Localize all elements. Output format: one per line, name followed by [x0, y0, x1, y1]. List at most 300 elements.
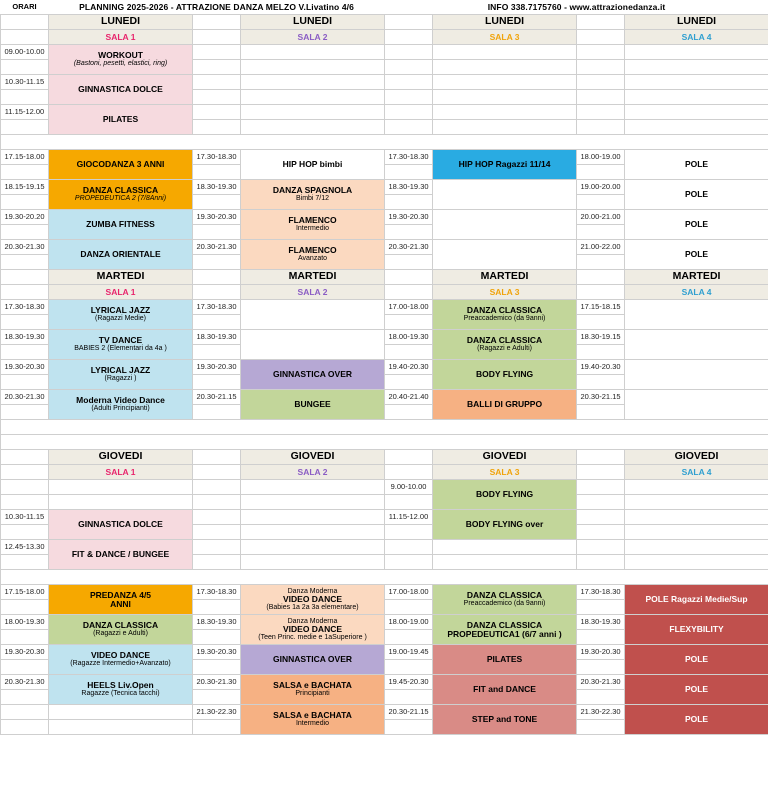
day-lunedi-4: LUNEDI: [625, 15, 768, 30]
empty-cell: [625, 540, 768, 555]
time-cell: 10.30-11.15: [1, 510, 49, 525]
empty-cell: [385, 45, 433, 60]
planning-title: PLANNING 2025-2026 - ATTRAZIONE DANZA MELZO V.Livatino 4/6: [49, 0, 385, 15]
room-sala4-lunedi: SALA 4: [625, 30, 768, 45]
empty-cell: [577, 465, 625, 480]
time-cell: 19.30-20.30: [193, 645, 241, 660]
time-cell: 17.30-18.30: [577, 585, 625, 600]
time-cell: [1, 600, 49, 615]
time-cell: 20.00-21.00: [577, 210, 625, 225]
time-cell: 20.30-21.30: [1, 675, 49, 690]
class-cell: [433, 510, 577, 540]
empty-cell: [1, 465, 49, 480]
time-cell: [385, 720, 433, 735]
class-name: DANZA CLASSICA: [466, 335, 543, 346]
empty-cell: [193, 450, 241, 465]
class-name: PILATES: [486, 654, 523, 665]
table-row: [1, 105, 768, 120]
class-cell: [241, 210, 385, 240]
class-cell: [49, 180, 193, 210]
class-name: POLE: [684, 159, 709, 170]
class-cell: [49, 615, 193, 645]
lunedi-day-header: [1, 15, 768, 30]
class-cell: [625, 390, 768, 420]
class-name: GINNASTICA DOLCE: [78, 84, 163, 95]
time-cell: [193, 315, 241, 330]
time-cell: [1, 225, 49, 240]
martedi-room-header: [1, 285, 768, 300]
table-row: [1, 615, 768, 630]
empty-cell: [577, 120, 625, 135]
class-cell: [433, 585, 577, 615]
row-spacer: [1, 420, 768, 435]
class-name: DANZA CLASSICA: [466, 305, 543, 316]
time-cell: 19.30-20.30: [193, 360, 241, 375]
time-cell: [385, 690, 433, 705]
class-cell: [49, 240, 193, 270]
room-sala1-giovedi: SALA 1: [49, 465, 193, 480]
class-cell: [241, 585, 385, 615]
time-cell: 18.00-19.00: [385, 615, 433, 630]
empty-cell: [193, 75, 241, 90]
time-cell: [577, 690, 625, 705]
time-cell: 19.40-20.30: [385, 360, 433, 375]
empty-cell: [385, 75, 433, 90]
time-cell: [193, 225, 241, 240]
time-cell: 17.30-18.30: [193, 300, 241, 315]
spacer-cell: [1, 435, 768, 450]
time-cell: 20.30-21.15: [577, 390, 625, 405]
empty-cell: [577, 270, 625, 285]
class-cell: [49, 210, 193, 240]
time-cell: [385, 405, 433, 420]
giovedi-room-header: [1, 465, 768, 480]
class-name: GIOCODANZA 3 ANNI: [76, 159, 165, 170]
class-name: FIT and DANCE: [473, 684, 536, 695]
time-cell: [385, 630, 433, 645]
table-row: [1, 330, 768, 345]
class-name: LYRICAL JAZZ: [90, 365, 151, 376]
empty-cell: [625, 525, 768, 540]
class-cell: [433, 675, 577, 705]
table-row: [1, 390, 768, 405]
empty-cell: [193, 45, 241, 60]
class-name: BODY FLYING: [475, 489, 534, 500]
empty-cell: [241, 60, 385, 75]
empty-cell: [625, 480, 768, 495]
class-name: FLAMENCO: [288, 215, 337, 226]
empty-cell: [385, 105, 433, 120]
class-sub: (Ragazzi Medie): [95, 315, 146, 323]
empty-cell: [577, 540, 625, 555]
class-name: FIT & DANCE / BUNGEE: [71, 549, 170, 560]
time-cell: 20.30-21.30: [193, 675, 241, 690]
time-cell: 18.30-19.30: [193, 180, 241, 195]
time-cell: 19.30-20.30: [193, 210, 241, 225]
giovedi-day-header: [1, 450, 768, 465]
time-cell: 18.00-19.30: [385, 330, 433, 345]
class-cell: [49, 45, 193, 75]
class-cell: [241, 180, 385, 210]
time-cell: [577, 600, 625, 615]
empty-cell: [577, 30, 625, 45]
day-giovedi-4: GIOVEDI: [625, 450, 768, 465]
class-sub: Preaccademico (da 9anni): [463, 600, 546, 608]
class-cell: [433, 360, 577, 390]
empty-cell: [241, 555, 385, 570]
class-cell: [241, 645, 385, 675]
class-sub: Preaccademico (da 9anni): [463, 315, 546, 323]
day-giovedi-2: GIOVEDI: [241, 450, 385, 465]
class-sub: (Ragazze Intermedio+Avanzato): [70, 660, 171, 668]
class-sub: Bimbi 7/12: [295, 195, 330, 203]
class-cell: [49, 300, 193, 330]
time-cell: 17.15-18.00: [1, 150, 49, 165]
class-cell: [241, 615, 385, 645]
class-cell: [625, 615, 768, 645]
time-cell: 17.30-18.30: [193, 150, 241, 165]
time-cell: 18.30-19.30: [1, 330, 49, 345]
empty-cell: [625, 495, 768, 510]
empty-cell: [625, 555, 768, 570]
time-cell: [1, 120, 49, 135]
class-cell: [241, 330, 385, 360]
empty-cell: [577, 285, 625, 300]
time-cell: 19.00-19.45: [385, 645, 433, 660]
class-name: VIDEO DANCE: [90, 650, 151, 661]
class-name: HIP HOP bimbi: [282, 159, 343, 170]
time-cell: [385, 255, 433, 270]
time-cell: [193, 375, 241, 390]
class-sub: (Adulti Principianti): [91, 405, 150, 413]
table-row: [1, 360, 768, 375]
class-cell: [49, 105, 193, 135]
time-cell: [385, 345, 433, 360]
time-cell: 09.00-10.00: [1, 45, 49, 60]
time-cell: [1, 345, 49, 360]
empty-cell: [577, 75, 625, 90]
day-lunedi-3: LUNEDI: [433, 15, 577, 30]
class-sub: Principianti: [295, 690, 330, 698]
class-name: FLAMENCO: [288, 245, 337, 256]
table-row: [1, 705, 768, 720]
class-sub: (Ragazzi e Adulti): [93, 630, 148, 638]
time-cell: 20.30-21.15: [193, 390, 241, 405]
time-cell: [385, 660, 433, 675]
time-cell: 17.30-18.30: [385, 150, 433, 165]
class-cell: [241, 300, 385, 330]
empty-cell: [385, 555, 433, 570]
class-name: PREDANZA 4/5: [89, 589, 152, 600]
class-cell: [625, 360, 768, 390]
table-row: [1, 150, 768, 165]
class-name: DANZA ORIENTALE: [80, 249, 161, 260]
empty-cell: [1, 15, 49, 30]
day-martedi-2: MARTEDI: [241, 270, 385, 285]
empty-cell: [193, 105, 241, 120]
table-row: [1, 510, 768, 525]
empty-cell: [625, 510, 768, 525]
empty-cell: [577, 555, 625, 570]
empty-cell: [193, 480, 241, 495]
class-name: HIP HOP Ragazzi 11/14: [458, 159, 551, 170]
class-name: WORKOUT: [98, 50, 143, 61]
table-row: [1, 240, 768, 255]
room-sala4-giovedi: SALA 4: [625, 465, 768, 480]
empty-cell: [241, 540, 385, 555]
time-cell: [1, 630, 49, 645]
class-name: DANZA CLASSICA: [82, 185, 159, 196]
table-row: [1, 180, 768, 195]
time-cell: 19.40-20.30: [577, 360, 625, 375]
time-cell: [1, 90, 49, 105]
time-cell: 18.30-19.30: [193, 330, 241, 345]
empty-cell: [241, 480, 385, 495]
class-cell: [433, 480, 577, 510]
empty-cell: [433, 45, 577, 60]
time-cell: [193, 660, 241, 675]
time-cell: 18.15-19.15: [1, 180, 49, 195]
time-cell: [1, 690, 49, 705]
time-cell: [1, 480, 49, 495]
empty-cell: [625, 120, 768, 135]
room-sala2-giovedi: SALA 2: [241, 465, 385, 480]
time-cell: 11.15-12.00: [385, 510, 433, 525]
class-cell: [241, 150, 385, 180]
empty-cell: [625, 45, 768, 60]
empty-cell: [385, 540, 433, 555]
lunedi-room-header: [1, 30, 768, 45]
class-sub: Intermedio: [295, 225, 330, 233]
orari-label: ORARI: [1, 0, 49, 15]
time-cell: 19.30-20.30: [1, 645, 49, 660]
time-cell: 19.45-20.30: [385, 675, 433, 690]
time-cell: 20.30-21.30: [1, 390, 49, 405]
class-name: GINNASTICA OVER: [273, 654, 353, 665]
empty-cell: [433, 90, 577, 105]
class-cell: [433, 390, 577, 420]
class-name: DANZA CLASSICA: [82, 620, 159, 631]
class-name: VIDEO DANCE: [282, 594, 343, 605]
time-cell: [1, 255, 49, 270]
time-cell: 18.00-19.00: [577, 150, 625, 165]
time-cell: [385, 525, 433, 540]
empty-cell: [193, 270, 241, 285]
time-cell: 20.40-21.40: [385, 390, 433, 405]
class-cell: [625, 705, 768, 735]
time-cell: [1, 165, 49, 180]
room-sala2-lunedi: SALA 2: [241, 30, 385, 45]
empty-cell: [625, 105, 768, 120]
class-cell: [49, 330, 193, 360]
class-name: POLE: [684, 684, 709, 695]
class-cell: [433, 645, 577, 675]
time-cell: 19.30-20.20: [1, 210, 49, 225]
class-cell: [241, 240, 385, 270]
class-name: GINNASTICA OVER: [273, 369, 353, 380]
class-sub-top: Danza Moderna: [287, 587, 338, 595]
spacer-cell: [1, 420, 768, 435]
empty-cell: [241, 90, 385, 105]
room-sala3-lunedi: SALA 3: [433, 30, 577, 45]
class-name: TV DANCE: [98, 335, 143, 346]
time-cell: 17.15-18.15: [577, 300, 625, 315]
empty-cell: [625, 90, 768, 105]
time-cell: [577, 375, 625, 390]
empty-cell: [241, 525, 385, 540]
time-cell: 18.30-19.15: [577, 330, 625, 345]
time-cell: [1, 405, 49, 420]
class-cell: [49, 645, 193, 675]
empty-cell: [433, 75, 577, 90]
class-name: POLE: [684, 189, 709, 200]
class-cell: [625, 645, 768, 675]
time-cell: [577, 315, 625, 330]
day-lunedi-2: LUNEDI: [241, 15, 385, 30]
class-sub: (Ragazzi e Adulti): [477, 345, 532, 353]
class-sub: Avanzato: [297, 255, 328, 263]
empty-cell: [433, 120, 577, 135]
class-cell: [625, 150, 768, 180]
empty-cell: [577, 525, 625, 540]
class-name: DANZA SPAGNOLA: [272, 185, 353, 196]
table-row: [1, 300, 768, 315]
time-cell: 21.00-22.00: [577, 240, 625, 255]
table-row: [1, 585, 768, 600]
table-row: [1, 645, 768, 660]
empty-cell: [49, 720, 193, 735]
class-cell: [49, 75, 193, 105]
table-row: [1, 480, 768, 495]
time-cell: 17.30-18.30: [193, 585, 241, 600]
time-cell: [1, 195, 49, 210]
day-giovedi-3: GIOVEDI: [433, 450, 577, 465]
empty-cell: [385, 120, 433, 135]
class-name: LYRICAL JAZZ: [90, 305, 151, 316]
room-sala2-martedi: SALA 2: [241, 285, 385, 300]
class-name: DANZA CLASSICA: [466, 619, 543, 630]
class-sub: PROPEDEUTICA1 (6/7 anni ): [447, 628, 562, 639]
empty-cell: [193, 90, 241, 105]
empty-cell: [193, 540, 241, 555]
empty-cell: [241, 510, 385, 525]
time-cell: [385, 165, 433, 180]
time-cell: [577, 255, 625, 270]
time-cell: [1, 375, 49, 390]
class-cell: [241, 360, 385, 390]
time-cell: [193, 690, 241, 705]
row-spacer: [1, 135, 768, 150]
time-cell: [1, 525, 49, 540]
class-cell: [625, 180, 768, 210]
time-cell: [1, 555, 49, 570]
empty-cell: [49, 480, 193, 495]
class-name: SALSA e BACHATA: [273, 710, 352, 721]
time-cell: 17.30-18.30: [1, 300, 49, 315]
time-cell: [1, 705, 49, 720]
time-cell: [193, 720, 241, 735]
table-row: [1, 210, 768, 225]
time-cell: [193, 630, 241, 645]
class-cell: [433, 180, 577, 210]
time-cell: 17.15-18.00: [1, 585, 49, 600]
time-cell: [193, 255, 241, 270]
empty-cell: [193, 495, 241, 510]
row-spacer: [1, 435, 768, 450]
info-title: INFO 338.7175760 - www.attrazionedanza.it: [385, 0, 768, 15]
class-name: Moderna Video Dance: [76, 395, 165, 406]
time-cell: 20.30-21.30: [193, 240, 241, 255]
time-cell: [385, 195, 433, 210]
class-cell: [241, 705, 385, 735]
class-cell: [625, 675, 768, 705]
empty-cell: [385, 15, 433, 30]
empty-cell: [433, 540, 577, 555]
empty-cell: [1, 270, 49, 285]
class-name: BALLI DI GRUPPO: [466, 399, 543, 410]
empty-cell: [49, 495, 193, 510]
class-cell: [241, 675, 385, 705]
table-row: [1, 540, 768, 555]
room-sala3-giovedi: SALA 3: [433, 465, 577, 480]
class-name: BODY FLYING: [475, 369, 534, 380]
time-cell: 21.30-22.30: [193, 705, 241, 720]
day-lunedi-1: LUNEDI: [49, 15, 193, 30]
time-cell: 20.30-21.30: [577, 675, 625, 690]
time-cell: 11.15-12.00: [1, 105, 49, 120]
empty-cell: [193, 15, 241, 30]
empty-cell: [625, 60, 768, 75]
empty-cell: [241, 120, 385, 135]
time-cell: 19.30-20.30: [385, 210, 433, 225]
class-name: DANZA CLASSICA: [466, 590, 543, 601]
day-giovedi-1: GIOVEDI: [49, 450, 193, 465]
empty-cell: [1, 450, 49, 465]
empty-cell: [385, 465, 433, 480]
room-sala1-lunedi: SALA 1: [49, 30, 193, 45]
time-cell: 17.00-18.00: [385, 585, 433, 600]
time-cell: 9.00-10.00: [385, 480, 433, 495]
class-name: POLE: [684, 249, 709, 260]
empty-cell: [577, 480, 625, 495]
class-cell: [49, 510, 193, 540]
class-cell: [241, 390, 385, 420]
empty-cell: [241, 105, 385, 120]
time-cell: [1, 660, 49, 675]
empty-cell: [577, 45, 625, 60]
time-cell: [577, 345, 625, 360]
class-name: PILATES: [102, 114, 139, 125]
class-cell: [625, 300, 768, 330]
class-sub: BABIES 2 (Elementari da 4a ): [74, 345, 167, 353]
class-cell: [433, 615, 577, 645]
empty-cell: [433, 60, 577, 75]
class-name: BODY FLYING over: [465, 519, 544, 530]
time-cell: 19.30-20.30: [1, 360, 49, 375]
empty-cell: [385, 270, 433, 285]
time-cell: [385, 225, 433, 240]
class-name: ZUMBA FITNESS: [86, 219, 155, 230]
empty-cell: [385, 450, 433, 465]
class-cell: [625, 240, 768, 270]
class-cell: [49, 360, 193, 390]
time-cell: [385, 600, 433, 615]
empty-cell: [577, 510, 625, 525]
time-cell: [1, 720, 49, 735]
empty-cell: [385, 285, 433, 300]
empty-cell: [577, 60, 625, 75]
class-cell: [433, 240, 577, 270]
